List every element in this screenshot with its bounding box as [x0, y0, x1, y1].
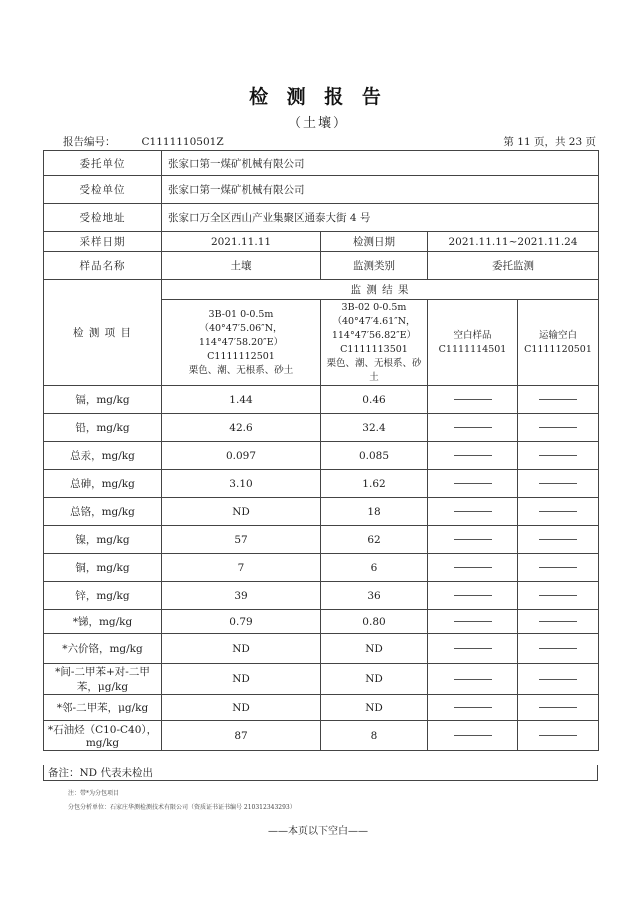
dash-mark: [539, 567, 577, 568]
item-name: 镍，mg/kg: [44, 526, 162, 554]
inspected-value: 张家口第一煤矿机械有限公司: [162, 176, 599, 204]
table-row: [44, 414, 599, 442]
sample-1-value: ND: [162, 664, 321, 695]
item-name: 总铬，mg/kg: [44, 498, 162, 526]
blank-sample-value: [428, 386, 518, 414]
item-name: 镉，mg/kg: [44, 386, 162, 414]
item-name: 铅，mg/kg: [44, 414, 162, 442]
sample-2-desc: 栗色、潮、无根系、砂土: [326, 357, 422, 383]
sample-2-value: ND: [321, 664, 428, 695]
dash-mark: [454, 679, 492, 680]
transport-blank-value: [518, 414, 599, 442]
inspected-row: [44, 176, 599, 204]
sample-2-id: 3B-02 0-0.5m: [341, 301, 407, 313]
transport-blank-value: [518, 442, 599, 470]
inspected-label: 受检单位: [44, 176, 162, 204]
sample-2-lon: 114°47′56.82″E）: [331, 329, 417, 341]
dash-mark: [539, 679, 577, 680]
transport-blank-value: [518, 554, 599, 582]
transport-blank-value: [518, 634, 599, 664]
dash-mark: [454, 427, 492, 428]
test-date-value: 2021.11.11~2021.11.24: [428, 232, 599, 252]
item-name: *邻-二甲苯，μg/kg: [44, 695, 162, 721]
item-name: 锌，mg/kg: [44, 582, 162, 610]
blank-sample-value: [428, 442, 518, 470]
sample-1-value: ND: [162, 634, 321, 664]
transport-blank-value: [518, 582, 599, 610]
page-end-mark: ——本页以下空白——: [268, 826, 368, 837]
sample-2-value: 1.62: [321, 470, 428, 498]
transport-blank-value: [518, 498, 599, 526]
blank-sample-code: C1111114501: [438, 343, 507, 355]
table-row: [44, 526, 599, 554]
dash-mark: [539, 399, 577, 400]
dash-mark: [454, 648, 492, 649]
monitor-type-label: 监测类别: [321, 252, 428, 280]
remark: 备注：ND 代表未检出: [43, 765, 598, 781]
dash-mark: [454, 735, 492, 736]
blank-sample-value: [428, 664, 518, 695]
sample-1-value: 42.6: [162, 414, 321, 442]
sample-2-value: 0.46: [321, 386, 428, 414]
dash-mark: [539, 483, 577, 484]
address-label: 受检地址: [44, 204, 162, 232]
blank-sample-value: [428, 634, 518, 664]
blank-sample-value: [428, 498, 518, 526]
table-row: [44, 721, 599, 751]
table-row: [44, 610, 599, 634]
dash-mark: [454, 595, 492, 596]
subcontract-note: 分包分析单位：石家庄华测检测技术有限公司（资质证书证书编号 210312343293）: [68, 804, 296, 811]
sample-type-row: [44, 252, 599, 280]
transport-blank-value: [518, 610, 599, 634]
sample-1-lon: 114°47′58.20″E）: [198, 336, 284, 348]
sample-1-value: 7: [162, 554, 321, 582]
sampling-date-value: 2021.11.11: [162, 232, 321, 252]
results-header: 监 测 结 果: [162, 280, 599, 300]
sample-1-code: C1111112501: [207, 350, 275, 362]
transport-blank-value: [518, 695, 599, 721]
dash-mark: [454, 511, 492, 512]
sample-1-value: ND: [162, 498, 321, 526]
monitor-type-value: 委托监测: [428, 252, 599, 280]
table-row: [44, 386, 599, 414]
table-row: [44, 582, 599, 610]
sample-1-value: 39: [162, 582, 321, 610]
item-name: *六价铬，mg/kg: [44, 634, 162, 664]
table-row: [44, 554, 599, 582]
date-row: [44, 232, 599, 252]
dash-mark: [539, 621, 577, 622]
sample-2-code: C1111113501: [340, 343, 408, 355]
asterisk-note: 注：带*为分包项目: [68, 790, 120, 797]
sample-1-value: 3.10: [162, 470, 321, 498]
item-name: 铜，mg/kg: [44, 554, 162, 582]
blank-sample-value: [428, 414, 518, 442]
dash-mark: [539, 427, 577, 428]
sample-1-id: 3B-01 0-0.5m: [208, 308, 274, 320]
transport-blank-code: C1111120501: [524, 343, 592, 355]
sample-1-value: 57: [162, 526, 321, 554]
report-subtitle: （土壤）: [287, 116, 348, 131]
item-name: 总汞，mg/kg: [44, 442, 162, 470]
transport-blank-value: [518, 526, 599, 554]
sample-1-value: 0.097: [162, 442, 321, 470]
sample-2-value: 18: [321, 498, 428, 526]
sample-2-value: 0.085: [321, 442, 428, 470]
dash-mark: [539, 735, 577, 736]
sample-1-value: 1.44: [162, 386, 321, 414]
item-name: *间-二甲苯+对-二甲苯，μg/kg: [44, 664, 162, 695]
address-value: 张家口万全区西山产业集聚区通泰大街 4 号: [162, 204, 599, 232]
report-number-value: C1111110501Z: [141, 136, 224, 148]
sample-2-value: 0.80: [321, 610, 428, 634]
blank-sample-label: 空白样品: [453, 329, 492, 341]
blank-sample-value: [428, 526, 518, 554]
items-header: 检 测 项 目: [44, 280, 162, 386]
transport-blank-value: [518, 386, 599, 414]
table-row: [44, 664, 599, 695]
dash-mark: [454, 399, 492, 400]
transport-blank-value: [518, 470, 599, 498]
table-row: [44, 695, 599, 721]
sample-1-value: ND: [162, 695, 321, 721]
blank-sample-value: [428, 470, 518, 498]
sample-2-value: 32.4: [321, 414, 428, 442]
item-name: *石油烃（C10-C40），mg/kg: [44, 721, 162, 751]
report-number-label: 报告编号：: [63, 136, 116, 148]
sample-2-header: [321, 300, 428, 386]
dash-mark: [454, 567, 492, 568]
dash-mark: [539, 648, 577, 649]
sample-2-value: 36: [321, 582, 428, 610]
transport-blank-header: [518, 300, 599, 386]
sample-name-label: 样品名称: [44, 252, 162, 280]
dash-mark: [454, 707, 492, 708]
sample-2-value: 8: [321, 721, 428, 751]
client-row: [44, 151, 599, 176]
sample-2-value: 62: [321, 526, 428, 554]
blank-sample-header: [428, 300, 518, 386]
address-row: [44, 204, 599, 232]
table-row: [44, 498, 599, 526]
sample-2-value: ND: [321, 695, 428, 721]
sample-1-header: [162, 300, 321, 386]
sample-1-value: 87: [162, 721, 321, 751]
client-value: 张家口第一煤矿机械有限公司: [162, 151, 599, 176]
dash-mark: [454, 621, 492, 622]
sample-2-value: 6: [321, 554, 428, 582]
sample-1-lat: （40°47′5.06″N，: [199, 322, 283, 334]
sampling-date-label: 采样日期: [44, 232, 162, 252]
dash-mark: [454, 539, 492, 540]
sample-2-value: ND: [321, 634, 428, 664]
table-row: [44, 634, 599, 664]
sample-1-desc: 栗色、潮、无根系、砂土: [188, 364, 294, 376]
dash-mark: [539, 539, 577, 540]
dash-mark: [454, 455, 492, 456]
results-table: [43, 150, 599, 751]
dash-mark: [539, 511, 577, 512]
item-name: *锑，mg/kg: [44, 610, 162, 634]
dash-mark: [539, 455, 577, 456]
blank-sample-value: [428, 610, 518, 634]
blank-sample-value: [428, 721, 518, 751]
item-name: 总砷，mg/kg: [44, 470, 162, 498]
page-info: 第 11 页，共 23 页: [503, 136, 596, 148]
table-row: [44, 470, 599, 498]
blank-sample-value: [428, 582, 518, 610]
sample-name-value: 土壤: [162, 252, 321, 280]
results-header-row: [44, 280, 599, 300]
blank-sample-value: [428, 695, 518, 721]
dash-mark: [539, 595, 577, 596]
transport-blank-value: [518, 664, 599, 695]
transport-blank-value: [518, 721, 599, 751]
report-number: [63, 134, 224, 149]
sample-1-value: 0.79: [162, 610, 321, 634]
test-date-label: 检测日期: [321, 232, 428, 252]
sample-2-lat: （40°47′4.61″N，: [332, 315, 416, 327]
transport-blank-label: 运输空白: [539, 329, 578, 341]
dash-mark: [539, 707, 577, 708]
report-title: 检 测 报 告: [249, 86, 387, 108]
blank-sample-value: [428, 554, 518, 582]
client-label: 委托单位: [44, 151, 162, 176]
table-row: [44, 442, 599, 470]
dash-mark: [454, 483, 492, 484]
